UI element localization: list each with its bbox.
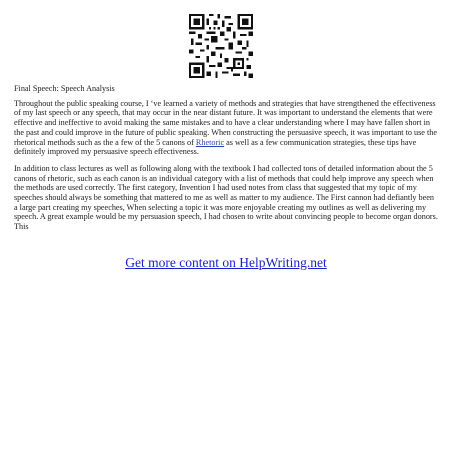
paragraph-1-text: Throughout the public speaking course, I ‘ve learned a variety of methods and strategies that have strengthened the effectiveness of my last speech or any speech, that may occur in the near distant future. It was important to understand the elements that were effective and ineffective to avoid making the same mistakes and to have a clear understanding where I may have fallen short in the past and could improve in the future of public speaking. When constructing the persuasive speech, it was important to use the rhetorical methods such as the a few of the 5 canons of xyxy=(14,98,437,147)
document-body xyxy=(14,84,438,239)
document-title: Final Speech: Speech Analysis xyxy=(14,84,115,93)
paragraph-2: In addition to class lectures as well as following along with the textbook I had collected tons of detailed information about the 5 canons of rhetoric, such as each canon is an individual category with a list of methods that could help improve any speech when the methods are used correctly. The first category, Invention I had used notes from class that suggested that my topic of my speeches should always be something that mattered to me as well as matter to my audience. The First cannon had defiantly been a large part creating my speeches, When selecting a topic it was more enjoyable creating my outlines as well as delivering my speech. A great example would be my persuasion speech, I had chosen to write about convincing people to become organ donors. This xyxy=(14,163,438,232)
get-more-content-link[interactable]: Get more content on HelpWriting.net xyxy=(125,255,327,270)
paragraph-1 xyxy=(14,99,438,157)
qr-code-icon xyxy=(189,14,253,78)
footer xyxy=(0,255,452,271)
paragraph-1-tail: as well as a few communication strategies, these tips have definitely improved my persuasive speech effectiveness. xyxy=(14,137,417,157)
rhetoric-link[interactable]: Rhetoric xyxy=(195,137,225,147)
